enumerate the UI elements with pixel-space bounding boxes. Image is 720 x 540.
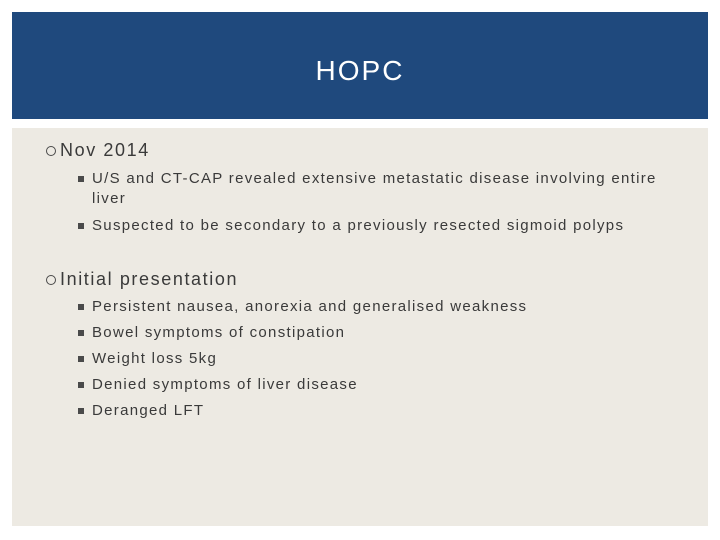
square-bullet-icon: [78, 304, 84, 310]
list-item-text: Weight loss 5kg: [92, 350, 218, 367]
list-item: [78, 297, 678, 317]
content-panel: [12, 128, 708, 526]
square-bullet-icon: [78, 223, 84, 229]
square-bullet-icon: [78, 356, 84, 362]
list-item: [78, 401, 678, 421]
circle-bullet-icon: [46, 146, 56, 156]
square-bullet-icon: [78, 330, 84, 336]
section-heading-text: Nov 2014: [60, 140, 150, 160]
list-item-text: U/S and CT-CAP revealed extensive metastatic disease involving entire liver: [92, 170, 657, 207]
square-bullet-icon: [78, 176, 84, 182]
list-item: [78, 375, 678, 395]
list-item-text: Denied symptoms of liver disease: [92, 376, 358, 393]
title-bar: [12, 12, 708, 119]
list-item: [78, 323, 678, 343]
list-item-text: Suspected to be secondary to a previously resected sigmoid polyps: [92, 217, 625, 234]
section-heading-nov-2014: [46, 140, 150, 161]
square-bullet-icon: [78, 408, 84, 414]
list-item-text: Bowel symptoms of constipation: [92, 324, 346, 341]
list-item: [78, 216, 678, 236]
section-heading-initial-presentation: [46, 269, 238, 290]
slide-title: HOPC: [315, 54, 405, 86]
list-item-text: Persistent nausea, anorexia and generalised weakness: [92, 298, 528, 315]
square-bullet-icon: [78, 382, 84, 388]
list-item: [78, 169, 678, 209]
section-heading-text: Initial presentation: [60, 269, 239, 289]
circle-bullet-icon: [46, 275, 56, 285]
list-item: [78, 349, 678, 369]
list-item-text: Deranged LFT: [92, 402, 205, 419]
